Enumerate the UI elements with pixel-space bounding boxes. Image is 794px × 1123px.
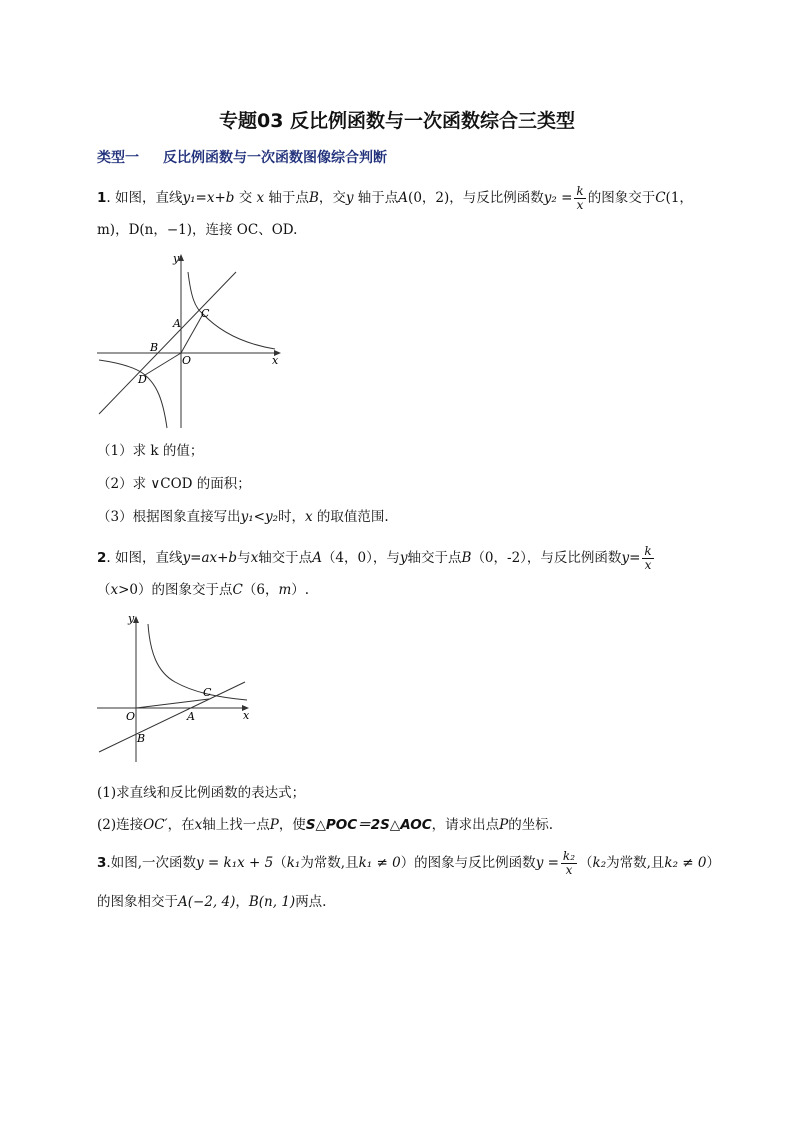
text: (2)连接 [97,817,144,833]
fraction [561,850,577,877]
text: 的图象交于 [587,190,656,206]
page-title: 专题03 反比例函数与一次函数综合三类型 [218,110,576,132]
text: ）的图象与反比例函数 [400,855,536,871]
text: 的取值范围. [312,509,389,525]
label-x: x [243,709,250,722]
segment-oc [181,314,203,353]
math-expr: B(n, 1) [248,894,296,910]
text: 轴于点 [353,190,399,206]
math-var: C [232,582,243,598]
text: 轴交于点 [407,550,462,566]
text: （3）根据图象直接写出 [97,509,241,525]
label-x: x [272,354,279,367]
label-d: D [138,373,147,386]
fraction [574,185,585,212]
math-var: A [312,550,322,566]
math-expr: k₁ ≠ 0 [358,855,401,871]
text: . 如图，直线 [106,190,183,206]
hyperbola-branch-left [99,360,167,428]
text: ， [235,894,249,910]
math-var: x [256,190,265,206]
fraction-numerator: k [576,184,584,198]
math-var: P [269,817,279,833]
line-y1 [99,272,236,414]
section-label: 类型一 [97,150,139,166]
text: （ [97,582,111,598]
math-var: y [399,550,408,566]
fraction-denominator: x [644,558,652,572]
math-var: y [345,190,354,206]
math-expr: y = [535,855,559,871]
label-y: y [173,252,180,265]
math-expr: k₂ ≠ 0 [664,855,707,871]
math-var: k₁ [286,855,301,871]
math-var: x [194,817,203,833]
fraction [642,545,653,572]
text: 与 [237,550,251,566]
text: >0）的图象交于点 [118,582,233,598]
problem-1-line-2: m)，D(n，−1)，连接 OC、OD. [97,222,298,238]
math-var: x [304,509,313,525]
text: （ [273,855,287,871]
text: . 如图，直线 [106,550,183,566]
text: 为常数,且 [300,855,359,871]
math-var: x [110,582,119,598]
section-title: 反比例函数与一次函数图像综合判断 [163,150,387,166]
text: (0，2)，与反比例函数 [408,190,544,206]
problem-1-question-1: （1）求 k 的值； [97,443,204,459]
text: 轴交于点 [258,550,313,566]
figure-1-graph [95,252,285,432]
math-var: x [250,550,259,566]
text: ） [706,855,720,871]
label-a: A [173,317,181,330]
text: 为常数,且 [606,855,665,871]
text: ，在 [167,817,195,833]
fraction-denominator: x [565,863,573,877]
math-expr: y = k₁x + 5 [196,855,274,871]
problem-2-question-2 [97,815,553,835]
math-var: B [308,190,319,206]
math-expr: S△POC＝2S△AOC [305,817,432,833]
fraction-numerator: k [644,544,652,558]
label-c: C [201,307,210,320]
problem-1-number: 1 [97,190,107,206]
math-expr: y₁<y₂ [240,509,278,525]
math-expr: A(−2, 4) [178,894,236,910]
problem-2-line-1 [97,545,656,572]
math-expr: OC′ [143,817,168,833]
text: （ [579,855,593,871]
math-expr: y₁=x+b [182,190,235,206]
math-expr: y=ax+b [182,550,238,566]
text: ，使 [278,817,306,833]
problem-1-question-2: （2）求 ∨COD 的面积； [97,476,251,492]
text: ，请求出点 [431,817,500,833]
problem-3-line-2 [97,892,326,912]
text: （4，0），与 [321,550,400,566]
problem-2-question-1: (1)求直线和反比例函数的表达式； [97,785,306,801]
label-b: B [150,341,159,354]
text: （0，-2），与反比例函数 [471,550,622,566]
problem-2-number: 2 [97,550,107,566]
math-var: k₂ [592,855,607,871]
text: 交 [234,190,257,206]
fraction-numerator: k₂ [562,849,576,863]
figure-2-graph [95,612,255,764]
text: .如图,一次函数 [106,855,196,871]
segment-oc [136,699,209,708]
text: 的图象相交于 [97,894,178,910]
problem-1-question-3 [97,507,389,527]
text: 的坐标. [508,817,554,833]
math-var: C [655,190,666,206]
text: 轴上找一点 [202,817,270,833]
text: 轴于点 [264,190,309,206]
text: ，交 [318,190,346,206]
text: 两点. [295,894,327,910]
problem-2-line-2 [97,580,309,600]
section-heading [97,147,387,167]
math-var: B [461,550,472,566]
text: （6， [242,582,279,598]
math-var: A [398,190,409,206]
label-a: A [187,710,195,723]
label-o: O [182,354,192,367]
segment-od [145,353,181,375]
problem-1-line-1 [97,185,693,212]
text: 时， [277,509,305,525]
label-y: y [128,612,135,625]
label-c: C [203,686,212,699]
math-expr: y₂ = [543,190,573,206]
text: (1， [665,190,693,206]
text: ）. [291,582,310,598]
fraction-denominator: x [576,198,584,212]
label-o: O [126,710,136,723]
math-expr: y= [621,550,641,566]
line-ab [99,682,245,752]
label-b: B [137,732,146,745]
problem-3-number: 3 [97,855,107,871]
math-var: P [499,817,509,833]
math-var: m [278,582,292,598]
problem-3-line-1 [97,850,720,877]
